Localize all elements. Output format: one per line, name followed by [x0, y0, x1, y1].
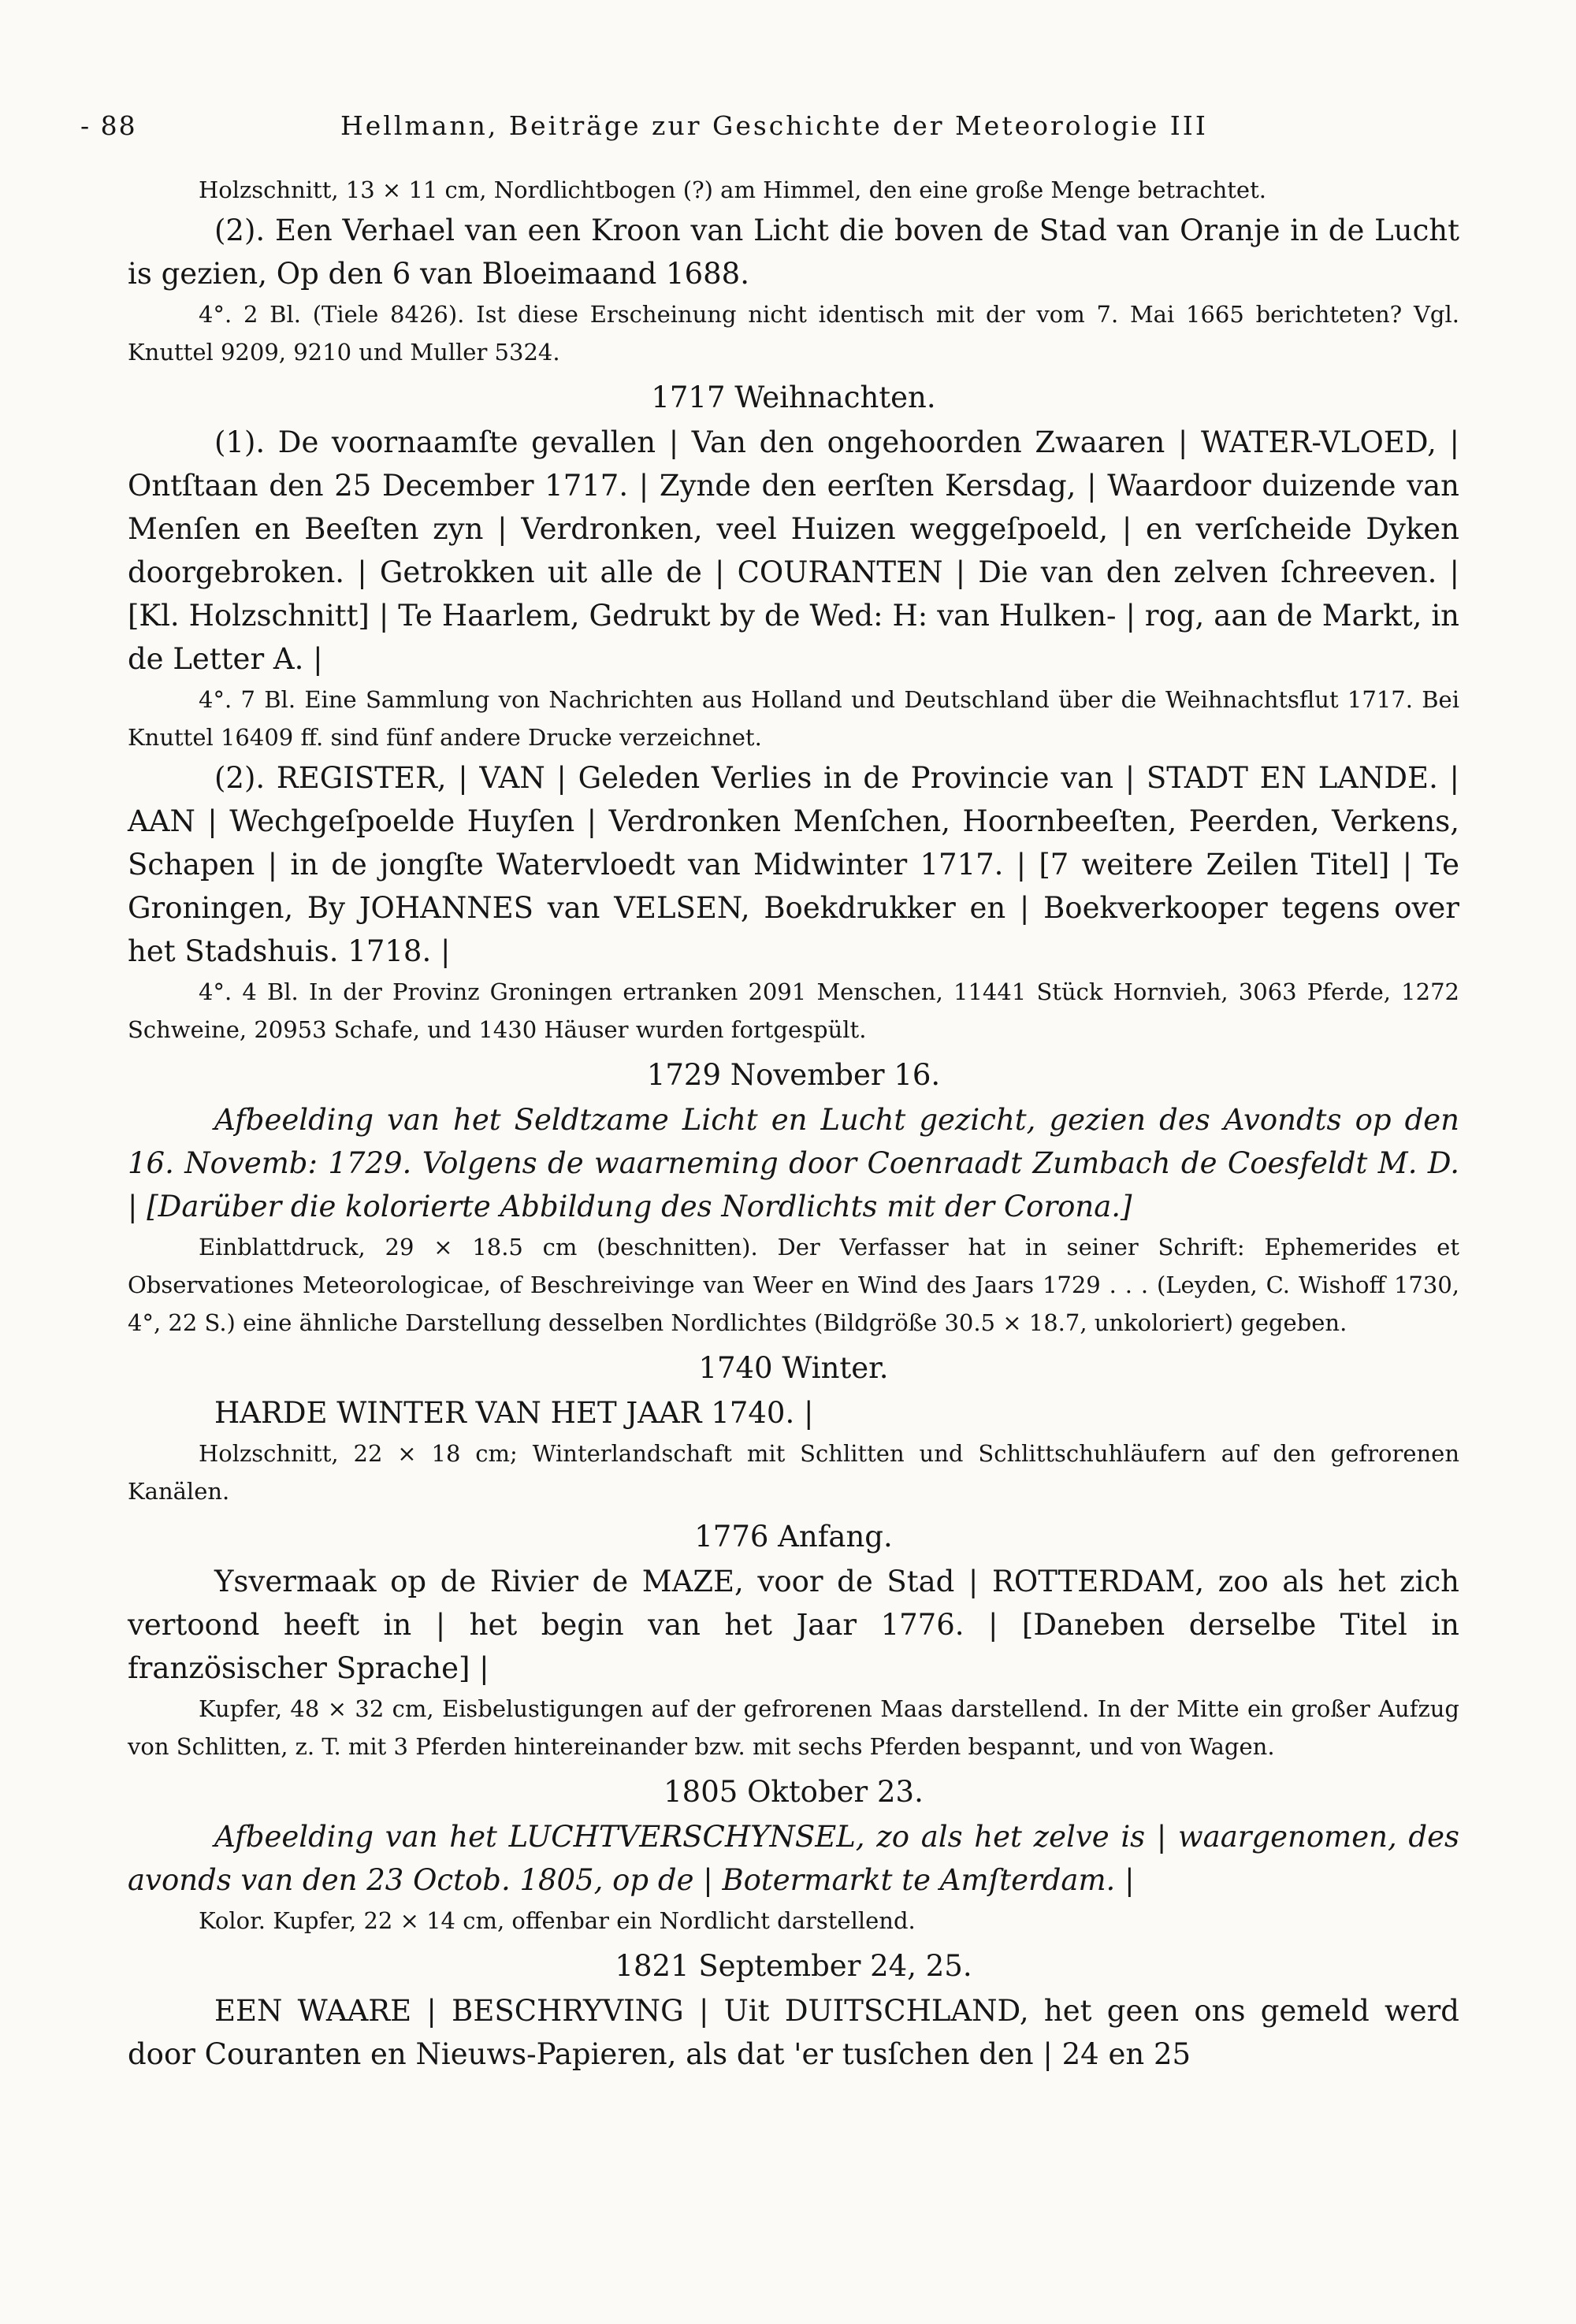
year-heading-1740: 1740 Winter.: [698, 1351, 889, 1385]
entry-1717-2-title: (2). REGISTER, | VAN | Geleden Verlies in de Provincie van | STADT EN LANDE. | AAN | Wechgeſpoelde Huyſen | Verdronken Menſchen, Hoornbeeſten, Peerden, Verkens, Schapen | in de jongſte Watervloedt van Midwinter 1717. | [7 weitere Zeilen Titel] | Te Groningen, By JOHANNES van VELSEN, Boekdrukker en | Boekverkooper tegens over het Stadshuis. 1718. |: [128, 761, 1459, 968]
entry-1717-1-note: 4°. 7 Bl. Eine Sammlung von Nachrichten aus Holland und Deutschland über die Weihnachtsflut 1717. Bei Knuttel 16409 ff. sind fünf andere Drucke verzeichnet.: [128, 686, 1459, 751]
entry-1688-note: 4°. 2 Bl. (Tiele 8426). Ist diese Erscheinung nicht identisch mit der vom 7. Mai 1665 berichteten? Vgl. Knuttel 9209, 9210 und Muller 5324.: [128, 301, 1459, 366]
year-heading-1729: 1729 November 16.: [646, 1058, 941, 1092]
entry-1740-title: HARDE WINTER VAN HET JAAR 1740. |: [214, 1396, 814, 1430]
year-heading-1776: 1776 Anfang.: [694, 1520, 893, 1554]
entry-1729-note: Einblattdruck, 29 × 18.5 cm (beschnitten). Der Verfasser hat in seiner Schrift: Ephemerides et Observationes Meteorologicae, of Beschreivinge van Weer en Wind des Jaars 1729 . . . (Leyden, C. Wishoff 1730, 4°, 22 S.) eine ähnliche Darstellung desselben Nordlichtes (Bildgröße 30.5 × 18.7, unkoloriert) gegeben.: [128, 1234, 1459, 1336]
running-title: Hellmann, Beiträge zur Geschichte der Meteorologie III: [340, 110, 1208, 141]
entry-1776-title: Ysvermaak op de Rivier de MAZE, voor de Stad | ROTTERDAM, zoo als het zich vertoond heeft in | het begin van het Jaar 1776. | [Daneben derselbe Titel in französischer Sprache] |: [128, 1565, 1459, 1685]
entry-1740-note: Holzschnitt, 22 × 18 cm; Winterlandschaft mit Schlitten und Schlittschuhläufern auf den gefrorenen Kanälen.: [128, 1440, 1459, 1505]
year-heading-1717: 1717 Weihnachten.: [651, 381, 936, 414]
year-heading-1821: 1821 September 24, 25.: [615, 1949, 972, 1983]
entry-1776-note: Kupfer, 48 × 32 cm, Eisbelustigungen auf der gefrorenen Maas darstellend. In der Mitte ein großer Aufzug von Schlitten, z. T. mit 3 Pferden hintereinander bzw. mit sechs Pferden bespannt, und von Wagen.: [128, 1695, 1459, 1760]
entry-1821-title: EEN WAARE | BESCHRYVING | Uit DUITSCHLAND, het geen ons gemeld werd door Couranten en Nieuws-Papieren, als dat 'er tusſchen den | 24 en 25: [128, 1994, 1459, 2071]
entry-1717-1-title: (1). De voornaamſte gevallen | Van den ongehoorden Zwaaren | WATER-VLOED, | Ontſtaan den 25 December 1717. | Zynde den eerſten Kersdag, | Waardoor duizende van Menſen en Beeſten zyn | Verdronken, veel Huizen weggeſpoeld, | en verſcheide Dyken doorgebroken. | Getrokken uit alle de | COURANTEN | Die van den zelven ſchreeven. | [Kl. Holzschnitt] | Te Haarlem, Gedrukt by de Wed: H: van Hulken- | rog, aan de Markt, in de Letter A. |: [128, 425, 1459, 676]
year-heading-1805: 1805 Oktober 23.: [663, 1775, 924, 1809]
note-holzschnitt-1: Holzschnitt, 13 × 11 cm, Nordlichtbogen (?) am Himmel, den eine große Menge betrachtet.: [199, 176, 1266, 203]
document-page: [80, 110, 1459, 2076]
page-number: - 88: [80, 110, 137, 141]
entry-1729-title: Afbeelding van het Seldtzame Licht en Lucht gezicht, gezien des Avondts op den 16. Novemb: 1729. Volgens de waarneming door Coenraadt Zumbach de Coesfeldt M. D. | [Darüber die kolorierte Abbildung des Nordlichts mit der Corona.]: [128, 1103, 1459, 1223]
entry-1688-title: (2). Een Verhael van een Kroon van Licht die boven de Stad van Oranje in de Lucht is gezien, Op den 6 van Bloeimaand 1688.: [128, 213, 1459, 291]
entry-1805-note: Kolor. Kupfer, 22 × 14 cm, offenbar ein Nordlicht darstellend.: [199, 1907, 916, 1934]
entry-1805-title: Afbeelding van het LUCHTVERSCHYNSEL, zo als het zelve is | waargenomen, des avonds van den 23 Octob. 1805, op de | Botermarkt te Amſterdam. |: [128, 1820, 1459, 1897]
entry-1717-2-note: 4°. 4 Bl. In der Provinz Groningen ertranken 2091 Menschen, 11441 Stück Hornvieh, 3063 Pferde, 1272 Schweine, 20953 Schafe, und 1430 Häuser wurden fortgespült.: [128, 978, 1459, 1043]
page-header: [80, 110, 1459, 141]
